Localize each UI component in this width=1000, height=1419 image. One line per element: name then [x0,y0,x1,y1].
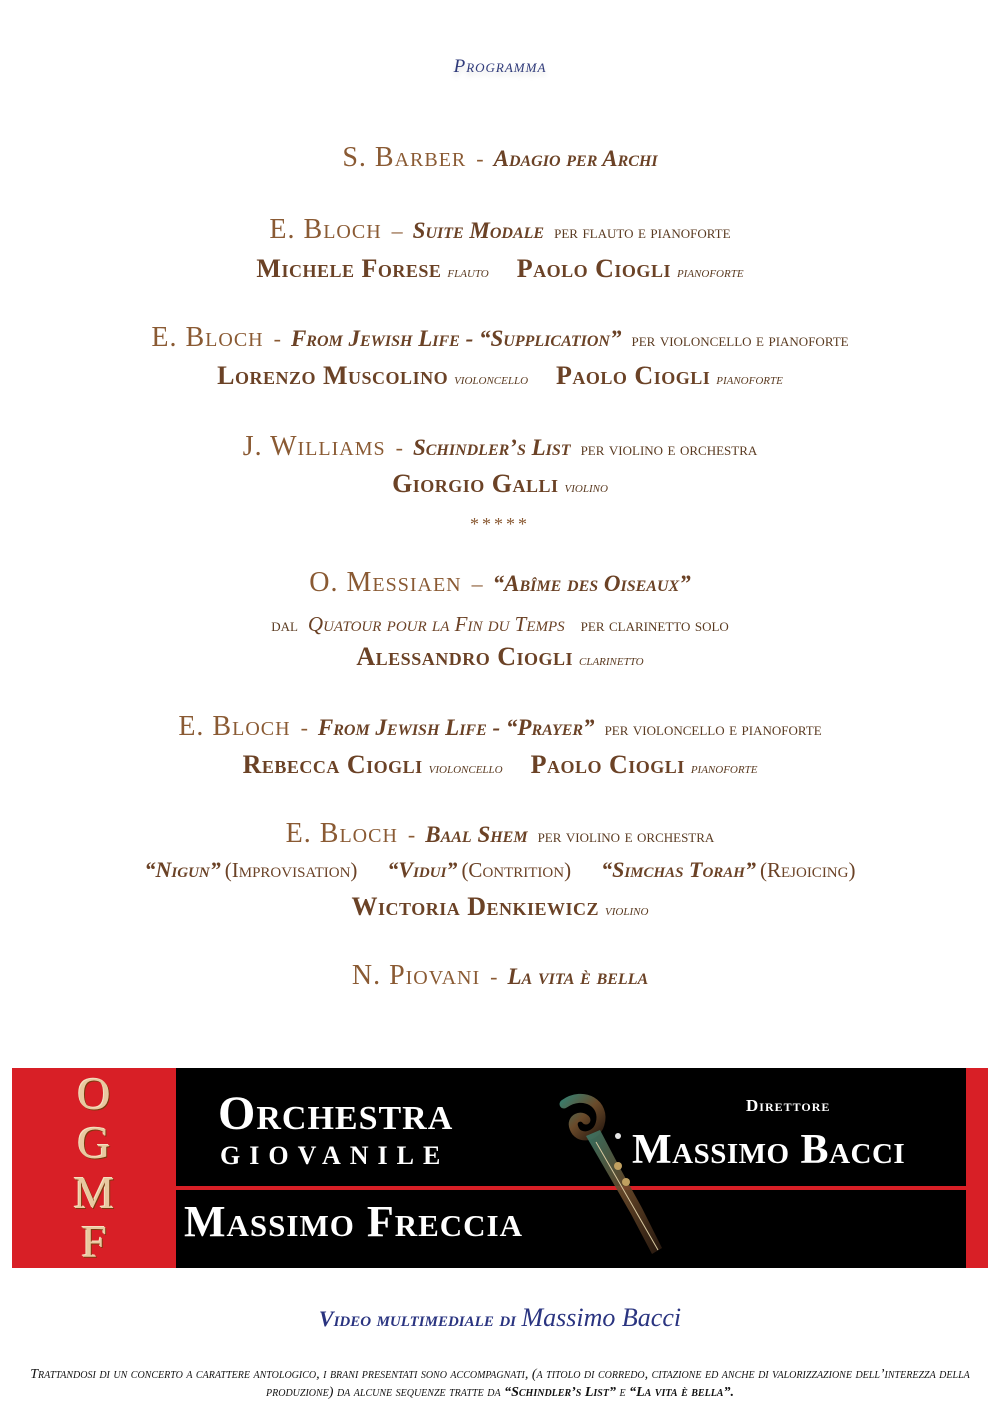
work-note: per violino e orchestra [537,826,715,846]
performer-name: Paolo Ciogli [556,361,711,390]
disclaimer-and: e [619,1385,626,1400]
composer-name: O. Messiaen [309,567,462,598]
logo-letter: F [81,1215,107,1267]
performer-name: Giorgio Galli [392,469,559,498]
movement-name: “Vidui” [387,857,458,882]
program-item [0,142,1000,174]
performers-line [0,892,1000,922]
program-item [0,960,1000,992]
program-item [0,431,1000,463]
performers-line [0,469,1000,499]
performer-instrument: violino [564,479,608,496]
composer-name: E. Bloch [269,214,382,245]
composer-name: E. Bloch [285,818,398,849]
movement-subtitle: (Rejoicing) [759,858,856,882]
movement-name: “Nigun” [144,857,221,882]
work-title: “Abîme des Oiseaux” [492,571,691,596]
work-title: Suite Modale [412,218,545,243]
disclaimer-film: “La vita è bella”. [629,1385,734,1400]
program-item [0,322,1000,354]
dash: - [490,964,498,989]
work-note: per violoncello e pianoforte [631,330,849,350]
performer-instrument: pianoforte [690,760,758,777]
performer-instrument: pianoforte [716,371,783,388]
performers-line [0,361,1000,391]
dash: - [407,822,416,847]
performer-instrument: violoncello [454,371,529,388]
program-item [0,567,1000,599]
performers-line [0,642,1000,672]
performer-instrument: violoncello [428,760,503,777]
video-credit [0,1303,1000,1333]
logo-letter: O [77,1068,111,1120]
orchestra-namesake: Massimo Freccia [184,1197,524,1246]
program-item [0,711,1000,743]
work-note: per flauto e pianoforte [554,222,731,242]
performer-name: Alessandro Ciogli [356,642,573,671]
disclaimer-film: “Schindler’s List” [504,1385,616,1400]
director-name: Massimo Bacci [632,1127,906,1173]
video-credit-prefix: Video multimediale di [318,1306,516,1331]
performer-instrument: clarinetto [579,652,644,669]
logo-letter: M [73,1166,115,1218]
work-note: per clarinetto solo [580,615,729,635]
banner-panel [176,1068,966,1268]
performers-line [0,254,1000,284]
source-prefix: dal [271,615,298,635]
movement-subtitle: (Improvisation) [224,858,358,882]
performer-name: Michele Forese [256,254,442,283]
violin-scroll-icon [526,1086,676,1266]
work-note: per violoncello e pianoforte [604,719,822,739]
performer-name: Lorenzo Muscolino [217,361,449,390]
dash: – [471,571,483,596]
logo-letter: G [77,1117,111,1169]
dash: - [273,326,281,351]
performers-line [0,750,1000,780]
orchestra-subtitle: GIOVANILE [220,1141,450,1170]
performer-name: Paolo Ciogli [530,750,685,779]
video-credit-name: Massimo Bacci [521,1303,682,1332]
program-item [0,214,1000,246]
dash: - [395,435,403,460]
performer-name: Wictoria Denkiewicz [351,892,600,921]
work-title: From Jewish Life - “Supplication” [290,326,622,351]
work-note: per violino e orchestra [580,439,758,459]
ogmf-logo [12,1068,176,1268]
work-title: Schindler’s List [412,435,571,460]
dash: - [476,146,484,171]
composer-name: E. Bloch [151,322,264,353]
source-work: Quatour pour la Fin du Temps [307,612,565,636]
composer-name: E. Bloch [178,711,291,742]
disclaimer [30,1366,970,1402]
dash: – [391,218,403,243]
movements-line [0,857,1000,883]
work-source-line [0,612,1000,637]
work-title: Baal Shem [425,822,528,847]
section-separator: ***** [470,514,530,534]
disclaimer-text: Trattandosi di un concerto a carattere antologico, i brani presentati sono accompagnati, (a titolo di corredo, citazione ed anche di valorizzazione dell’interezza della produzione) da alcune sequenze tratte da [30,1367,970,1400]
performer-instrument: pianoforte [676,264,744,281]
performer-instrument: violino [605,902,649,919]
work-title: From Jewish Life - “Prayer” [317,715,595,740]
page-title: Programma [453,56,547,77]
movement-name: “Simchas Torah” [601,857,756,882]
work-title: Adagio per Archi [493,146,658,171]
orchestra-banner [12,1068,988,1268]
movement-subtitle: (Contrition) [461,858,572,882]
director-label: Direttore [746,1096,831,1115]
composer-name: S. Barber [342,142,467,173]
composer-name: J. Williams [242,431,386,462]
performer-name: Rebecca Ciogli [242,750,423,779]
composer-name: N. Piovani [351,960,481,991]
orchestra-title: Orchestra [218,1087,454,1140]
work-title: La vita è bella [507,964,649,989]
performer-instrument: flauto [447,264,489,281]
dash: - [300,715,308,740]
program-item [0,818,1000,850]
performer-name: Paolo Ciogli [516,254,671,283]
